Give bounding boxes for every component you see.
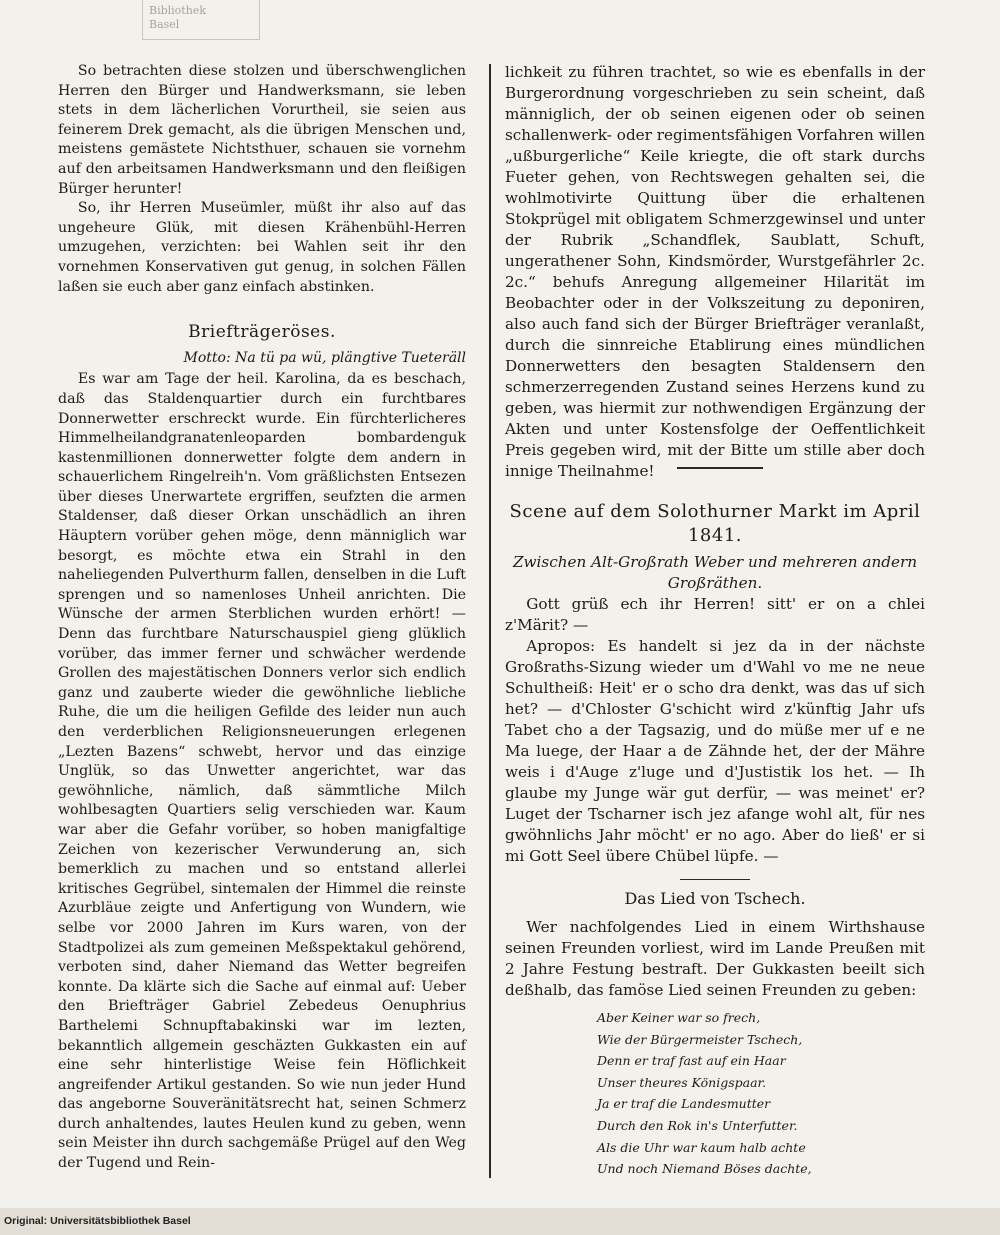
article-subheading: Zwischen Alt-Großrath Weber und mehreren andern Großräthen. <box>513 553 917 592</box>
section-rule <box>677 467 763 469</box>
paragraph: So betrachten diese stolzen und überschwenglichen Herren den Bürger und Handwerksmann, sie leben stets in dem lächerlichen Vorurtheil, sie seien aus feinerem Drek gemacht, als die übrigen Menschen und, meistens gemästete Nichtsthuer, schauen sie vornehm auf den arbeitsamen Handwerksmann und den fleißigen Bürger herunter! <box>58 63 466 197</box>
paragraph: Gott grüß ech ihr Herren! sitt' er on a chlei z'Märit? — <box>505 595 925 634</box>
motto: Motto: Na tü pa wü, plängtive Tueteräll <box>183 349 466 366</box>
poem-line: Wie der Bürgermeister Tschech, <box>597 1031 803 1047</box>
poem-line: Durch den Rok in's Unterfutter. <box>597 1117 798 1133</box>
article-heading: Briefträgeröses. <box>188 322 336 343</box>
paragraph: Wer nachfolgendes Lied in einem Wirthshause seinen Freunden vorliest, wird im Lande Preußen mit 2 Jahre Festung bestraft. Der Gukkasten beeilt sich deßhalb, das famöse Lied seinen Freunden zu geben: <box>505 918 925 999</box>
paragraph: Es war am Tage der heil. Karolina, da es beschach, daß das Staldenquartier durch ein furchtbares Donnerwetter erschreckt wurde. Ein fürchterlicheres Himmelheilandgranatenleoparden bombardenguk kastenmillionen donnerwetter folgte dem andern in schauerlichem Ringelreih'n. Vom gräßlichsten Entsezen über dieses Unerwartete ergriffen, seufzten die armen Staldenser, daß dieser Orkan unschädlich an ihren Häuptern vorüber gehen möge, denn männiglich war besorgt, es möchte etwa ein Strahl in den naheliegenden Pulverthurm fallen, denselben in die Luft sprengen und so namenloses Unheil anrichten. Die Wünsche der armen Sterblichen wurden erhört! — Denn das furchtbare Naturschauspiel gieng glüklich vorüber, das immer ferner und schwächer werdende Grollen des majestätischen Donners verlor sich endlich ganz und zauberte wieder die gewöhnliche liebliche Ruhe, die um die heiligen Gefilde des leider nun auch den verderblichen Religionsneuerungen erlegenen „Lezten Bazens“ schwebt, hervor und das einzige Unglük, so das Unwetter angerichtet, war das gewöhnliche, nämlich, daß sämmtliche Milch wohlbesagten Quartiers selig verschieden war. Kaum war aber die Gefahr vorüber, so hoben manigfaltige Zeichen von kezerischer Verwunderung an, sich bemerklich zu machen und so entstand allerlei kritisches Gegrübel, sintemalen der Himmel die reinste Azurbläue zeigte und Anfertigung von Wundern, wie selbe vor 2000 Jahren im Kurs waren, von der Stadtpolizei als zum gemeinen Meßspektakul gehörend, verboten sind, daher Niemand das Wetter begreifen konnte. Da klärte sich die Sache auf einmal auf: Ueber den Briefträger Gabriel Zebedeus Oenuphrius Barthelemi Schnupftabakinski war im lezten, bekanntlich allgemein geschäzten Gukkasten ein auf eine sehr hinterlistige Weise fein Höflichkeit angreifender Artikul gestanden. So wie nun jeder Hund das angeborne Souveränitätsrecht hat, seinen Schmerz durch anhaltendes, lautes Heulen kund zu geben, wenn sein Meister ihn durch sachgemäße Prügel auf den Weg der Tugend und Rein- <box>58 371 466 1172</box>
paragraph: So, ihr Herren Museümler, müßt ihr also auf das ungeheure Glük, mit diesen Krähenbühl-Herren umzugehen, verzichten: bei Wahlen seit ihr den vornehmen Konservativen gut genug, in solchen Fällen laßen sie euch aber ganz einfach abstinken. <box>58 200 466 295</box>
poem-line: Ja er traf die Landesmutter <box>597 1096 771 1112</box>
library-stamp: Bibliothek Basel <box>142 0 260 40</box>
left-column <box>58 62 466 1174</box>
paragraph: Apropos: Es handelt si jez da in der nächste Großraths-Sizung wieder um d'Wahl vo me ne neue Schultheiß: Heit' er o scho dra denkt, was das uf sich het? — d'Chloster G'schicht wird z'künftig Jahr ufs Tabet cho a der Tagsazig, und do müße mer uf e ne Ma luege, der Haar a de Zähnde het, der der Mähre weis i d'Auge z'luge und d'Justistik los het. — Ih glaube my Junge wär gut derfür, — was meinet' er? Luget der Tscharner isch jez afange wohl alt, für nes gwöhnlichs Jahr möcht' er no ago. Aber do ließ' er si mi Gott Seel übere Chübel lüpfe. — <box>505 637 925 865</box>
paragraph: lichkeit zu führen trachtet, so wie es ebenfalls in der Burgerordnung vorgeschrieben zu sein scheint, daß männiglich, der ob seinen eigenen oder ob seinen schallenwerk- oder regimentsfähigen Vorfahren willen „ußburgerliche“ Keile kriegte, die oft stark durchs Fueter gehen, von Rechtswegen gehalten sei, die wohlmotivirte Quittung über die erhaltenen Stokprügel mit obligatem Schmerzgewinsel und unter der Rubrik „Schandflek, Saublatt, Schuft, ungerathener Sohn, Kindsmörder, Wurstgefährler 2c. 2c.“ behufs Anregung allgemeiner Hilarität im Beobachter oder in der Volkszeitung zu deponiren, also auch fand sich der Bürger Briefträger veranlaßt, durch die sinnreiche Etablirung eines mündlichen Donnerwetters den besagten Staldensern den schmerzerregenden Zustand seines Herzens kund zu geben, was hiermit zur nothwendigen Ergänzung der Akten und unter Kostensfolge der Oeffentlichkeit Preis gegeben wird, mit der Bitte um stille aber doch innige Theilnahme! <box>505 63 925 480</box>
poem <box>597 1007 925 1180</box>
poem-line: Und noch Niemand Böses dachte, <box>597 1161 812 1177</box>
article-heading: Scene auf dem Solothurner Markt im April 1841. <box>509 501 921 546</box>
source-credit: Original: Universitätsbibliothek Basel <box>4 1215 191 1227</box>
poem-line: Unser theures Königspaar. <box>597 1074 767 1090</box>
article-heading: Das Lied von Tschech. <box>624 889 806 908</box>
right-column <box>505 62 925 1180</box>
column-divider <box>489 64 491 1178</box>
section-rule <box>680 879 750 880</box>
poem-line: Denn er traf fast auf ein Haar <box>597 1053 786 1069</box>
poem-line: Als die Uhr war kaum halb achte <box>597 1139 806 1155</box>
poem-line: Aber Keiner war so frech, <box>597 1010 761 1025</box>
footer-bar <box>0 1208 1000 1235</box>
